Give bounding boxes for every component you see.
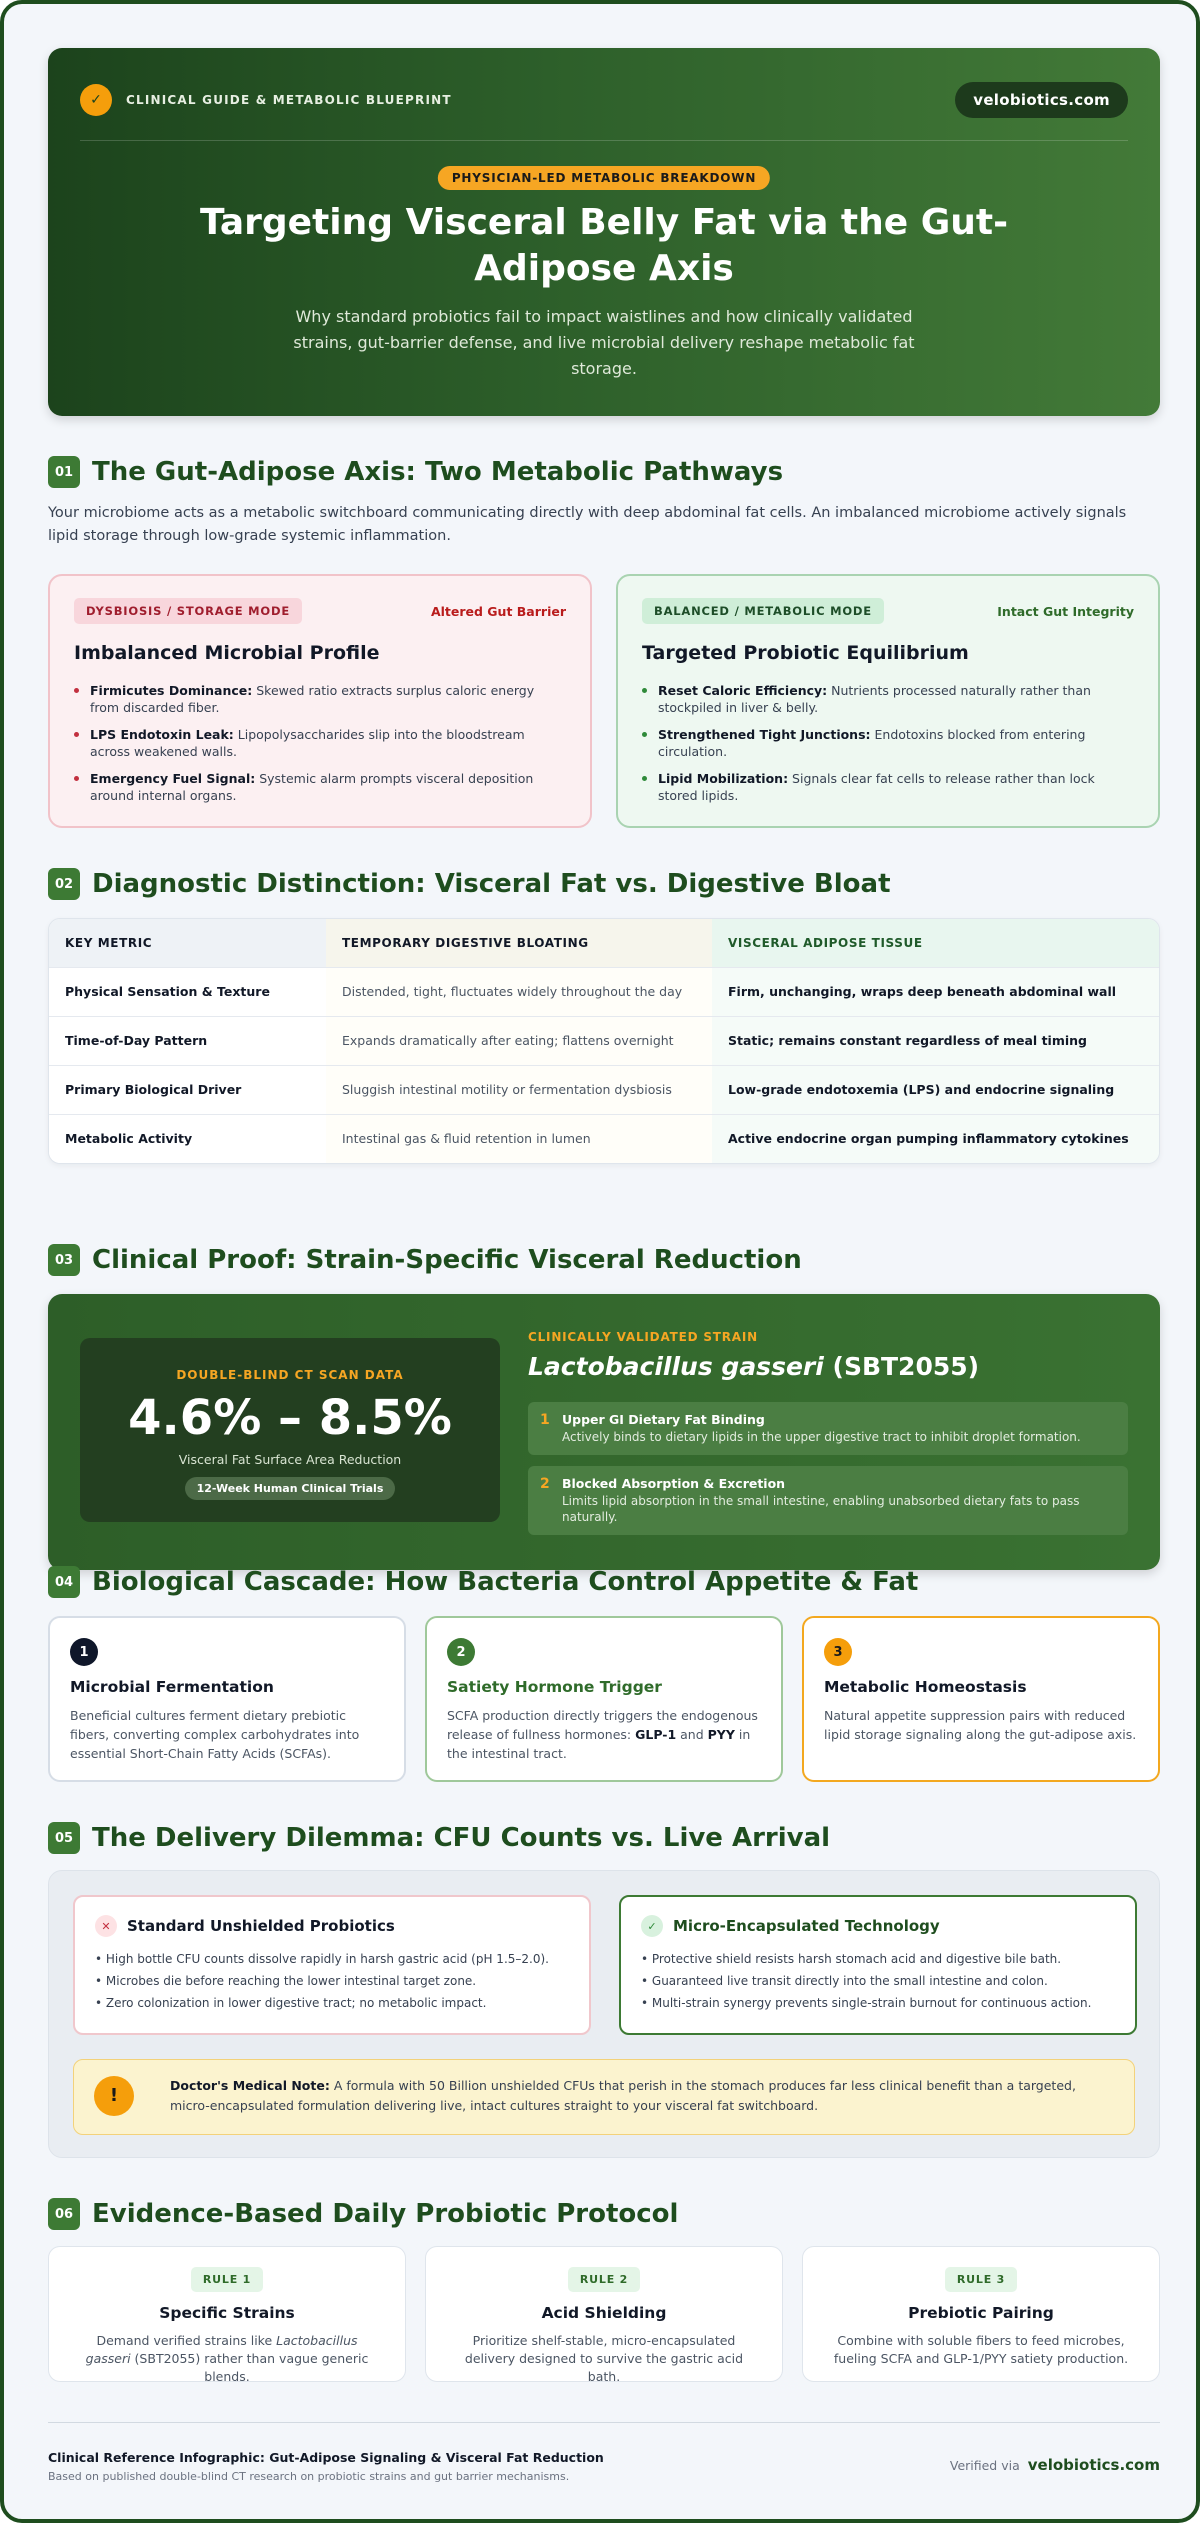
rule-text: Combine with soluble fibers to feed microbes, fueling SCFA and GLP-1/PYY satiety production.: [833, 2333, 1129, 2366]
list-item: • Guaranteed live transit directly into the small intestine and colon.: [641, 1974, 1048, 1988]
hero-brand: [80, 84, 452, 116]
delivery-panel: [48, 1870, 1160, 2158]
rule-tag: RULE 1: [191, 2267, 263, 2292]
page-title: Targeting Visceral Belly Fat via the Gut-Adipose Axis: [199, 202, 1009, 289]
clinical-proof-panel: [48, 1294, 1160, 1570]
hero-kicker: CLINICAL GUIDE & METABOLIC BLUEPRINT: [126, 93, 452, 107]
table-row: [49, 967, 1159, 1016]
rule-title: Prebiotic Pairing: [908, 2304, 1054, 2322]
section-2-header: [48, 868, 891, 900]
protocol-rule-1: [48, 2246, 406, 2382]
list-item: • Protective shield resists harsh stomach acid and digestive bile bath.: [641, 1952, 1062, 1966]
step-number: 3: [824, 1638, 852, 1666]
stat-box: [80, 1338, 500, 1522]
step-text: Natural appetite suppression pairs with reduced lipid storage signaling along the gut-adipose axis.: [824, 1708, 1137, 1742]
section-number: 04: [48, 1566, 80, 1598]
step-title: Satiety Hormone Trigger: [447, 1678, 662, 1696]
stat-label: DOUBLE-BLIND CT SCAN DATA: [176, 1368, 404, 1382]
mechanism-title: Blocked Absorption & Excretion: [562, 1476, 786, 1491]
cascade-step-2: [425, 1616, 783, 1782]
rule-text: Demand verified strains like Lactobacillus gasseri (SBT2055) rather than vague generic blends.: [85, 2333, 369, 2384]
section-number: 01: [48, 456, 80, 488]
list-item: Emergency Fuel Signal: Systemic alarm prompts visceral deposition around internal organs.: [74, 770, 566, 804]
dysbiosis-list: [74, 682, 566, 804]
list-item: • Multi-strain synergy prevents single-strain burnout for continuous action.: [641, 1996, 1092, 2010]
footer-title: Clinical Reference Infographic: Gut-Adipose Signaling & Visceral Fat Reduction: [48, 2450, 604, 2465]
section-title: Diagnostic Distinction: Visceral Fat vs. Digestive Bloat: [92, 869, 891, 899]
section-number: 05: [48, 1822, 80, 1854]
hero-topbar: [80, 80, 1128, 120]
list-item: • Zero colonization in lower digestive tract; no metabolic impact.: [95, 1996, 487, 2010]
footer-divider: [48, 2422, 1160, 2423]
list-item: Strengthened Tight Junctions: Endotoxins blocked from entering circulation.: [642, 726, 1134, 760]
table-cell: Active endocrine organ pumping inflammatory cytokines: [712, 1114, 1159, 1163]
list-item: Lipid Mobilization: Signals clear fat cells to release rather than lock stored lipids.: [642, 770, 1134, 804]
table-cell: Sluggish intestinal motility or fermentation dysbiosis: [326, 1065, 712, 1114]
dysbiosis-title: Imbalanced Microbial Profile: [74, 642, 380, 664]
rule-tag: RULE 2: [568, 2267, 640, 2292]
column-header: VISCERAL ADIPOSE TISSUE: [712, 919, 1159, 967]
protocol-rule-2: [425, 2246, 783, 2382]
table-cell: Low-grade endotoxemia (LPS) and endocrine signaling: [712, 1065, 1159, 1114]
doctor-note: [73, 2059, 1135, 2135]
cascade-step-1: [48, 1616, 406, 1782]
section-number: 02: [48, 868, 80, 900]
table-cell: Time-of-Day Pattern: [49, 1016, 326, 1065]
x-icon: ✕: [95, 1915, 117, 1937]
standard-title: Standard Unshielded Probiotics: [127, 1917, 395, 1935]
table-row: [49, 1016, 1159, 1065]
standard-list: [95, 1951, 569, 2011]
check-icon: ✓: [80, 84, 112, 116]
section-6-header: [48, 2198, 678, 2230]
section-title: Biological Cascade: How Bacteria Control Appetite & Fat: [92, 1567, 919, 1597]
section-5-header: [48, 1822, 830, 1854]
hero-divider: [80, 140, 1128, 141]
section-1-header: [48, 456, 783, 488]
table-cell: Metabolic Activity: [49, 1114, 326, 1163]
step-title: Metabolic Homeostasis: [824, 1678, 1027, 1696]
section-title: The Delivery Dilemma: CFU Counts vs. Live Arrival: [92, 1823, 831, 1853]
table-cell: Primary Biological Driver: [49, 1065, 326, 1114]
mechanism-item: [528, 1402, 1128, 1455]
table-cell: Intestinal gas & fluid retention in lumen: [326, 1114, 712, 1163]
section-3-header: [48, 1244, 802, 1276]
section-number: 06: [48, 2198, 80, 2230]
rule-title: Specific Strains: [159, 2304, 295, 2322]
mechanism-text: Limits lipid absorption in the small intestine, enabling unabsorbed dietary fats to pass naturally.: [562, 1494, 1080, 1524]
step-text: Beneficial cultures ferment dietary prebiotic fibers, converting complex carbohydrates into essential Short-Chain Fatty Acids (SCFAs).: [70, 1708, 360, 1761]
table-cell: Expands dramatically after eating; flattens overnight: [326, 1016, 712, 1065]
check-icon: ✓: [641, 1915, 663, 1937]
cascade-step-3: [802, 1616, 1160, 1782]
footer-domain-link[interactable]: velobiotics.com: [1027, 2456, 1160, 2474]
encapsulated-card: [619, 1895, 1137, 2035]
mechanism-number: 2: [540, 1476, 550, 1492]
stat-value: 4.6% – 8.5%: [128, 1390, 452, 1446]
strain-name: Lactobacillus gasseri (SBT2055): [528, 1352, 980, 1381]
encapsulated-list: [641, 1951, 1115, 2011]
mechanism-text: Actively binds to dietary lipids in the upper digestive tract to inhibit droplet formation.: [562, 1430, 1081, 1444]
page-content: [48, 48, 1160, 2483]
table-header-row: [49, 919, 1159, 967]
list-item: Reset Caloric Efficiency: Nutrients processed naturally rather than stockpiled in liver & belly.: [642, 682, 1134, 716]
page-subtitle: Why standard probiotics fail to impact waistlines and how clinically validated strains, gut-barrier defense, and live microbial delivery reshape metabolic fat storage.: [293, 307, 915, 378]
footer-verification: [950, 2456, 1160, 2474]
step-title: Microbial Fermentation: [70, 1678, 274, 1696]
balanced-card: [616, 574, 1160, 828]
column-header: TEMPORARY DIGESTIVE BLOATING: [326, 919, 712, 967]
balanced-list: [642, 682, 1134, 804]
stat-description: Visceral Fat Surface Area Reduction: [178, 1452, 402, 1467]
protocol-rule-3: [802, 2246, 1160, 2382]
hero-banner: [48, 48, 1160, 416]
dysbiosis-tag: DYSBIOSIS / STORAGE MODE: [74, 598, 302, 624]
footer-verified-label: Verified via: [949, 2458, 1020, 2473]
table-cell: Distended, tight, fluctuates widely throughout the day: [326, 967, 712, 1016]
comparison-table: [48, 918, 1160, 1164]
list-item: LPS Endotoxin Leak: Lipopolysaccharides slip into the bloodstream across weakened walls.: [74, 726, 566, 760]
mechanism-item: [528, 1466, 1128, 1535]
site-domain-link[interactable]: velobiotics.com: [955, 82, 1128, 118]
section-title: The Gut-Adipose Axis: Two Metabolic Pathways: [92, 457, 784, 487]
step-text: SCFA production directly triggers the endogenous release of fullness hormones: GLP-1 and PYY in the intestinal tract.: [447, 1708, 758, 1761]
dysbiosis-status: Altered Gut Barrier: [430, 603, 566, 619]
section-number: 03: [48, 1244, 80, 1276]
step-number: 2: [447, 1638, 475, 1666]
encapsulated-title: Micro-Encapsulated Technology: [673, 1917, 940, 1935]
hero-tag-badge: PHYSICIAN-LED METABOLIC BREAKDOWN: [438, 166, 770, 190]
list-item: • Microbes die before reaching the lower intestinal target zone.: [95, 1974, 477, 1988]
table-row: [49, 1114, 1159, 1163]
table-cell: Static; remains constant regardless of meal timing: [712, 1016, 1159, 1065]
standard-probiotics-card: [73, 1895, 591, 2035]
balanced-status: Intact Gut Integrity: [997, 603, 1134, 619]
list-item: • High bottle CFU counts dissolve rapidly in harsh gastric acid (pH 1.5–2.0).: [95, 1952, 549, 1966]
section-title: Clinical Proof: Strain-Specific Visceral Reduction: [92, 1245, 802, 1275]
table-cell: Physical Sensation & Texture: [49, 967, 326, 1016]
balanced-title: Targeted Probiotic Equilibrium: [642, 642, 969, 664]
strain-kicker: CLINICALLY VALIDATED STRAIN: [528, 1330, 758, 1344]
step-number: 1: [70, 1638, 98, 1666]
column-header: KEY METRIC: [49, 919, 326, 967]
rule-tag: RULE 3: [945, 2267, 1017, 2292]
footer-subtitle: Based on published double-blind CT research on probiotic strains and gut barrier mechanisms.: [48, 2470, 570, 2483]
table-row: [49, 1065, 1159, 1114]
dysbiosis-card: [48, 574, 592, 828]
mechanism-number: 1: [540, 1412, 550, 1428]
balanced-tag: BALANCED / METABOLIC MODE: [642, 598, 884, 624]
rule-title: Acid Shielding: [541, 2304, 667, 2322]
section-1-intro: Your microbiome acts as a metabolic switchboard communicating directly with deep abdominal fat cells. An imbalanced microbiome actively signals lipid storage through low-grade systemic inflammation.: [48, 505, 1127, 544]
rule-text: Prioritize shelf-stable, micro-encapsulated delivery designed to survive the gastric acid bath.: [464, 2333, 744, 2384]
alert-icon: !: [94, 2076, 134, 2116]
table-cell: Firm, unchanging, wraps deep beneath abdominal wall: [712, 967, 1159, 1016]
section-title: Evidence-Based Daily Probiotic Protocol: [92, 2199, 679, 2229]
list-item: Firmicutes Dominance: Skewed ratio extracts surplus caloric energy from discarded fiber.: [74, 682, 566, 716]
trial-duration-badge: 12-Week Human Clinical Trials: [185, 1477, 396, 1500]
note-text: A formula with 50 Billion unshielded CFUs that perish in the stomach produces far less clinical benefit than a targeted, micro-encapsulated formulation delivering live, intact cultures straight to your visceral fat switchboard.: [170, 2078, 1076, 2113]
section-4-header: [48, 1566, 918, 1598]
mechanism-title: Upper GI Dietary Fat Binding: [562, 1412, 765, 1427]
note-label: Doctor's Medical Note:: [170, 2078, 330, 2093]
